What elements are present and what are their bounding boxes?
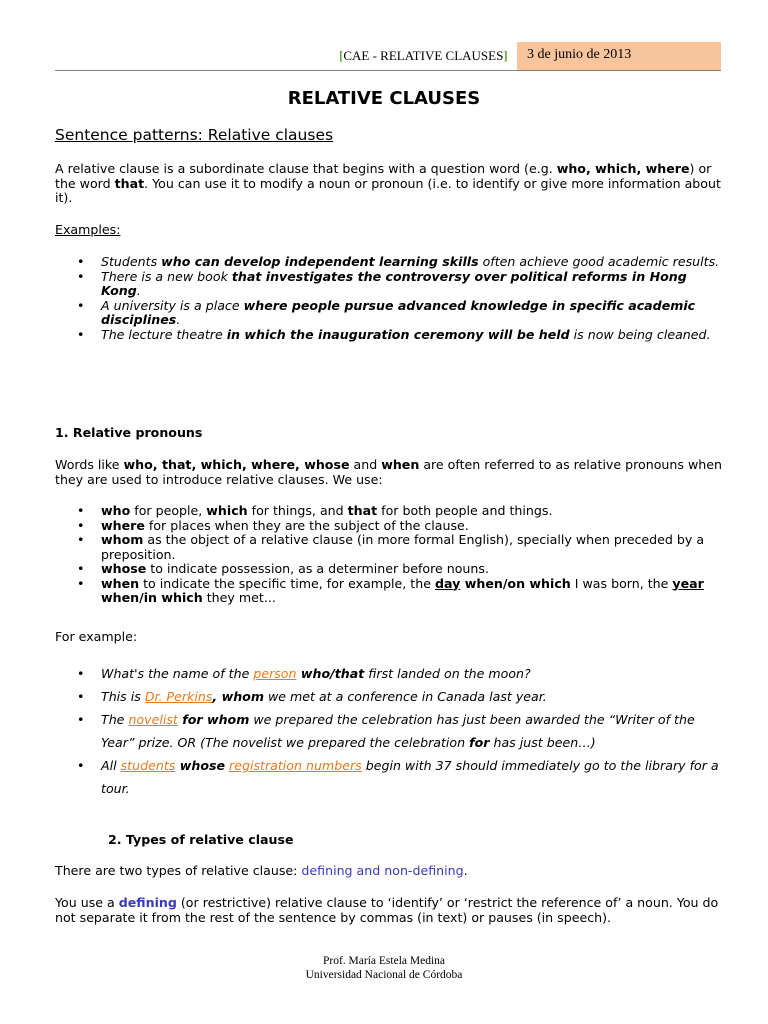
for-example-label: For example:	[55, 629, 138, 644]
pronoun-uses-list	[55, 504, 725, 606]
list-item: • where for places when they are the subject of the clause.	[55, 519, 725, 534]
section-2-paragraph-1: There are two types of relative clause: defining and non-defining.	[55, 863, 468, 878]
list-item: • What's the name of the person who/that first landed on the moon?	[55, 662, 725, 685]
list-item: • This is Dr. Perkins, whom we met at a conference in Canada last year.	[55, 685, 725, 708]
header-date: 3 de junio de 2013	[517, 42, 721, 70]
section-2-paragraph-2: You use a defining (or restrictive) relative clause to ‘identify’ or ‘restrict the reference of’ a noun. You do not separate it from the rest of the sentence by commas (in text) or pauses (in speech).	[55, 895, 719, 925]
footer-author: Prof. María Estela Medina	[323, 955, 445, 967]
section-2-heading: 2. Types of relative clause	[108, 832, 294, 847]
footer	[0, 954, 768, 982]
for-example-list	[55, 662, 725, 800]
list-item: • when to indicate the specific time, for example, the day when/on which I was born, the year when/in which they met...	[55, 577, 725, 606]
section-heading: Sentence patterns: Relative clauses	[55, 126, 334, 144]
header-course-label	[339, 48, 508, 64]
examples-label: Examples:	[55, 222, 121, 237]
list-item: • The novelist for whom we prepared the celebration has just been awarded the “Writer of the Year” prize. OR (The novelist we prepared the celebration for has just been…)	[55, 708, 725, 754]
list-item: • A university is a place where people pursue advanced knowledge in specific academic disciplines.	[55, 299, 725, 328]
list-item: • The lecture theatre in which the inauguration ceremony will be held is now being cleaned.	[55, 328, 725, 343]
bracket-open: [	[339, 48, 344, 63]
list-item: • Students who can develop independent learning skills often achieve good academic results.	[55, 255, 725, 270]
course-name: CAE - RELATIVE CLAUSES	[343, 48, 504, 63]
examples-list	[55, 255, 725, 342]
section-1-paragraph: Words like who, that, which, where, whose and when are often referred to as relative pronouns when they are used to introduce relative clauses. We use:	[55, 457, 722, 487]
list-item: • whom as the object of a relative clause (in more formal English), specially when preceded by a preposition.	[55, 533, 725, 562]
list-item: • There is a new book that investigates the controversy over political reforms in Hong Kong.	[55, 270, 725, 299]
header-divider	[55, 70, 721, 71]
list-item: • whose to indicate possession, as a determiner before nouns.	[55, 562, 725, 577]
page-title: RELATIVE CLAUSES	[287, 88, 481, 109]
footer-institution: Universidad Nacional de Córdoba	[305, 969, 463, 981]
list-item: • All students whose registration numbers begin with 37 should immediately go to the library for a tour.	[55, 754, 725, 800]
section-1-heading: 1. Relative pronouns	[55, 425, 203, 440]
bracket-close: ]	[503, 48, 508, 63]
intro-paragraph: A relative clause is a subordinate clause that begins with a question word (e.g. who, which, where) or the word that. You can use it to modify a noun or pronoun (i.e. to identify or give more information about it).	[55, 161, 721, 205]
list-item: • who for people, which for things, and that for both people and things.	[55, 504, 725, 519]
